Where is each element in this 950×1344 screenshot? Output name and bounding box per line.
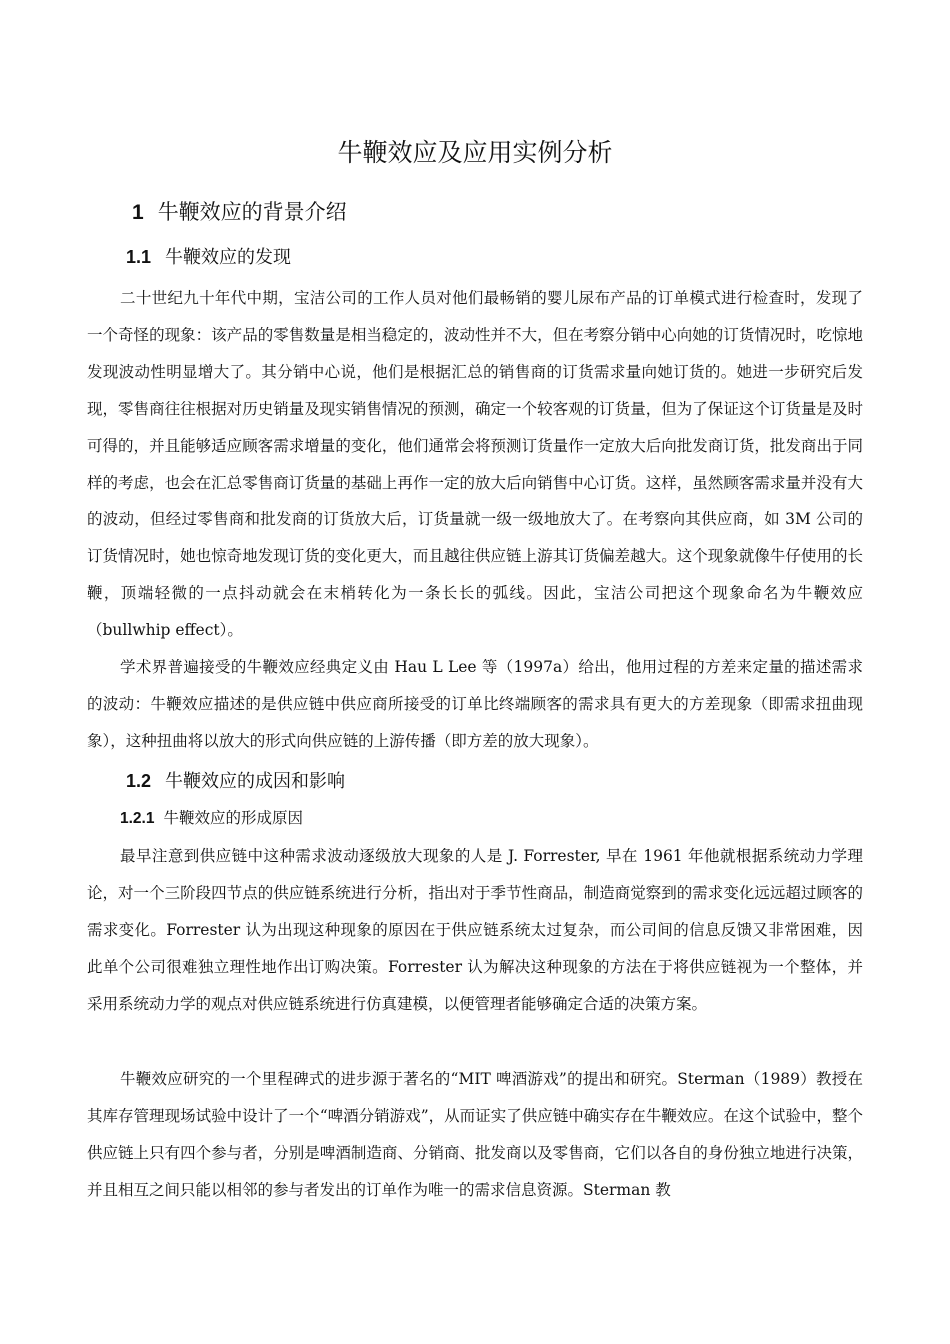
section-title: 牛鞭效应的成因和影响 [165, 771, 346, 792]
document-title: 牛鞭效应及应用实例分析 [337, 138, 613, 167]
section-title: 牛鞭效应的发现 [165, 247, 292, 268]
section-heading-1 [132, 197, 347, 228]
paragraph-beer-game: 牛鞭效应研究的一个里程碑式的进步源于著名的“MIT 啤酒游戏”的提出和研究。Sterman（1989）教授在其库存管理现场试验中设计了一个“啤酒分销游戏”，从而证实了供应链中确实存在牛鞭效应。在这个试验中，整个供应链上只有四个参与者，分别是啤酒制造商、分销商、批发商以及零售商，它们以各自的身份独立地进行决策，并且相互之间只能以相邻的参与者发出的订单作为唯一的需求信息资源。Sterman 教 [87, 1070, 863, 1199]
section-heading-1-1 [126, 244, 291, 271]
section-heading-1-2 [126, 768, 345, 795]
section-title: 牛鞭效应的背景介绍 [157, 200, 347, 224]
section-number: 1 [132, 201, 144, 224]
section-number: 1.2.1 [120, 810, 155, 827]
section-number: 1.1 [126, 247, 152, 267]
section-title: 牛鞭效应的形成原因 [163, 809, 303, 827]
paragraph-definition: 学术界普遍接受的牛鞭效应经典定义由 Hau L Lee 等（1997a）给出，他用过程的方差来定量的描述需求的波动：牛鞭效应描述的是供应链中供应商所接受的订单比终端顾客的需求具有更大的方差现象（即需求扭曲现象），这种扭曲将以放大的形式向供应链的上游传播（即方差的放大现象）。 [87, 658, 863, 750]
paragraph-discovery: 二十世纪九十年代中期，宝洁公司的工作人员对他们最畅销的婴儿尿布产品的订单模式进行检查时，发现了一个奇怪的现象：该产品的零售数量是相当稳定的，波动性并不大，但在考察分销中心向她的订货情况时，吃惊地发现波动性明显增大了。其分销中心说，他们是根据汇总的销售商的订货需求量向她订货的。她进一步研究后发现，零售商往往根据对历史销量及现实销售情况的预测，确定一个较客观的订货量，但为了保证这个订货量是及时可得的，并且能够适应顾客需求增量的变化，他们通常会将预测订货量作一定放大后向批发商订货，批发商出于同样的考虑，也会在汇总零售商订货量的基础上再作一定的放大后向销售中心订货。这样，虽然顾客需求量并没有大的波动，但经过零售商和批发商的订货放大后，订货量就一级一级地放大了。在考察向其供应商，如 3M 公司的订货情况时，她也惊奇地发现订货的变化更大，而且越往供应链上游其订货偏差越大。这个现象就像牛仔使用的长鞭，顶端轻微的一点抖动就会在末梢转化为一条长长的弧线。因此，宝洁公司把这个现象命名为牛鞭效应（bullwhip effect）。 [87, 289, 863, 640]
paragraph-forrester: 最早注意到供应链中这种需求波动逐级放大现象的人是 J. Forrester, 早在 1961 年他就根据系统动力学理论，对一个三阶段四节点的供应链系统进行分析，指出对于季节性商品，制造商觉察到的需求变化远远超过顾客的需求变化。Forrester 认为出现这种现象的原因在于供应链系统太过复杂，而公司间的信息反馈又非常困难，因此单个公司很难独立理性地作出订购决策。Forrester 认为解决这种现象的方法在于将供应链视为一个整体，并采用系统动力学的观点对供应链系统进行仿真建模，以便管理者能够确定合适的决策方案。 [87, 847, 863, 1013]
section-heading-1-2-1 [120, 806, 303, 831]
section-number: 1.2 [126, 771, 152, 791]
